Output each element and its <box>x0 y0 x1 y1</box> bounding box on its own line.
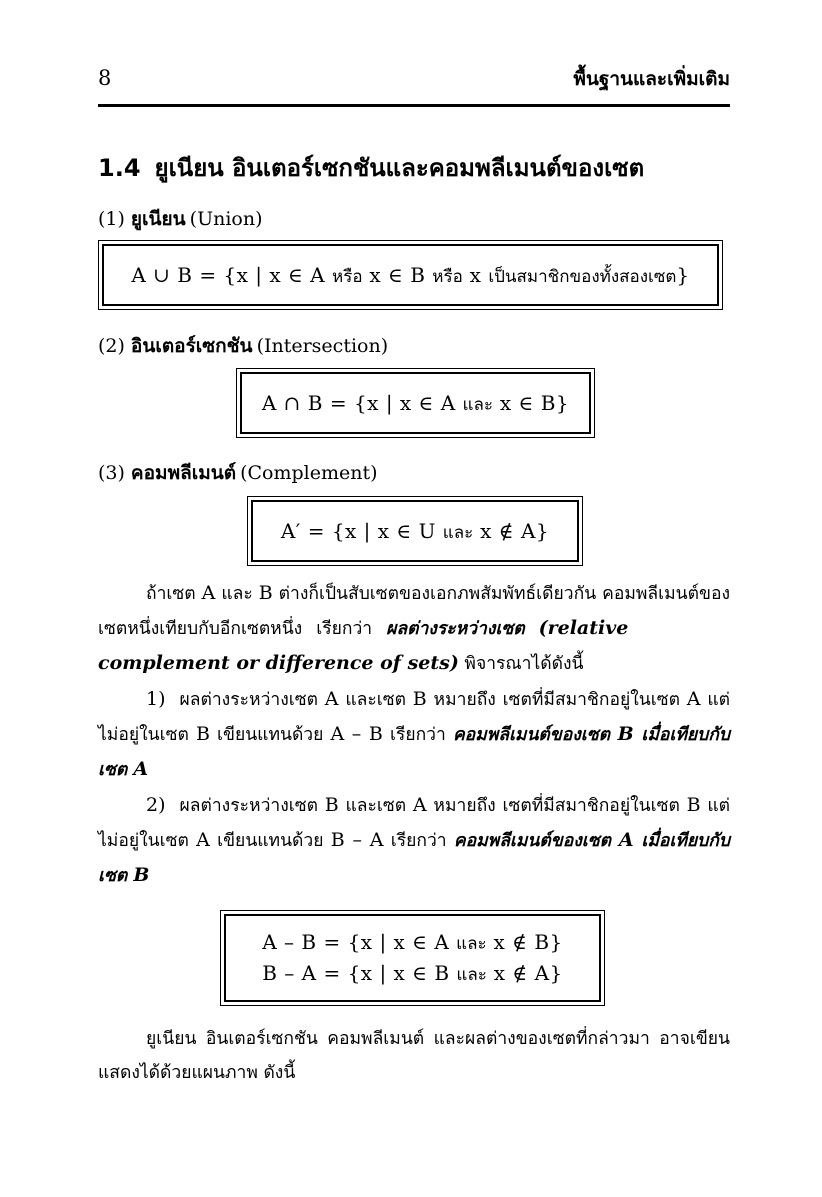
item-2-emph-roman-1: A <box>618 829 634 851</box>
formula-complement-suffix: x ∉ A} <box>473 518 550 543</box>
header-title: พื้นฐานและเพิ่มเติม <box>573 68 730 90</box>
formula-difference-line-2 <box>262 958 562 989</box>
paragraph-intro <box>98 576 730 681</box>
page-number: 8 <box>98 66 112 90</box>
subsection-label-intersection <box>98 331 388 361</box>
item-2-text-2: และเซต <box>338 796 413 816</box>
difference-2-suffix: x ∉ A} <box>486 961 563 985</box>
formula-box-difference-inner <box>224 914 601 1002</box>
item-1-emph-2: เมื่อเทียบกับเซต <box>98 725 730 780</box>
formula-intersection <box>262 388 569 419</box>
formula-union-mid2: x <box>462 262 489 287</box>
formula-union-thai-1: หรือ <box>332 266 363 287</box>
subsection-number-2: (2) <box>98 335 125 357</box>
subsection-label-complement <box>98 458 378 488</box>
item-2-emph-roman-2: B <box>133 864 150 886</box>
formula-box-difference <box>220 910 605 1006</box>
section-heading <box>98 148 644 187</box>
item-1-text-6: เรียกว่า <box>382 725 453 745</box>
item-1-emph-roman-2: A <box>133 758 149 780</box>
item-1-roman-c: A <box>686 688 701 710</box>
paragraph-item-2 <box>98 788 730 893</box>
item-2-number: 2) <box>146 794 166 816</box>
formula-intersection-thai: และ <box>462 394 494 415</box>
header-rule <box>98 104 730 107</box>
formula-intersection-suffix: x ∈ B} <box>493 390 570 415</box>
intro-roman-a: A <box>201 582 216 604</box>
formula-complement <box>281 516 549 547</box>
formula-box-intersection-inner <box>240 372 591 434</box>
item-2-text-3: หมายถึง เซตที่มีสมาชิกอยู่ในเซต <box>426 796 687 816</box>
item-2-emph-1: คอมพลีเมนต์ของเซต <box>453 831 619 851</box>
formula-union-prefix: A ∪ B = {x | x ∈ A <box>131 262 332 287</box>
intro-mid-3: เรียกว่า <box>316 619 373 639</box>
formula-box-complement <box>247 496 583 566</box>
item-1-text-4: แต่ไม่อยู่ในเซต <box>98 690 730 745</box>
difference-1-suffix: x ∉ B} <box>486 930 563 954</box>
formula-union-thai-3: เป็นสมาชิกของทั้งสองเซต <box>488 266 677 287</box>
item-1-number: 1) <box>146 688 166 710</box>
item-1-text-3: หมายถึง เซตที่มีสมาชิกอยู่ในเซต <box>426 690 687 710</box>
item-2-roman-b: A <box>412 794 427 816</box>
formula-union-suffix: } <box>676 262 690 287</box>
item-2-roman-d: A <box>196 829 210 851</box>
difference-2-prefix: B – A = {x | x ∈ B <box>262 961 457 985</box>
formula-box-intersection <box>236 368 595 438</box>
subsection-number-1: (1) <box>98 208 125 230</box>
item-2-emph-2: เมื่อเทียบกับเซต <box>98 831 730 886</box>
intro-emph-thai: ผลต่างระหว่างเซต <box>386 619 525 639</box>
subsection-thai-1: ยูเนียน <box>130 208 186 230</box>
item-1-roman-a: A <box>324 688 339 710</box>
item-1-text-5: เขียนแทนด้วย <box>209 725 331 745</box>
subsection-number-3: (3) <box>98 462 125 484</box>
closing-text: ยูเนียน อินเตอร์เซกชัน คอมพลีเมนต์ และผลต่างของเซตที่กล่าวมา อาจเขียนแสดงได้ด้วยแผนภาพ ดังนี้ <box>98 1029 730 1083</box>
item-2-roman-a: B <box>324 794 339 816</box>
difference-1-thai: และ <box>456 934 487 954</box>
difference-1-prefix: A – B = {x | x ∈ A <box>262 930 457 954</box>
item-2-roman-e: B – A <box>330 829 384 851</box>
formula-box-complement-inner <box>251 500 579 562</box>
section-number: 1.4 <box>98 154 141 182</box>
formula-difference-line-1 <box>262 927 562 958</box>
subsection-label-union <box>98 204 263 234</box>
intro-lead: ถ้าเซต <box>146 584 202 604</box>
item-2-text-1: ผลต่างระหว่างเซต <box>179 796 325 816</box>
formula-intersection-prefix: A ∩ B = {x | x ∈ A <box>261 390 463 415</box>
item-1-emph-1: คอมพลีเมนต์ของเซต <box>452 725 618 745</box>
subsection-english-2: (Intersection) <box>256 335 389 357</box>
intro-roman-b: B <box>258 582 273 604</box>
formula-box-union <box>98 240 723 310</box>
formula-complement-prefix: A′ = {x | x ∈ U <box>280 518 443 543</box>
page-header <box>98 68 730 89</box>
subsection-thai-2: อินเตอร์เซกชัน <box>130 335 253 357</box>
formula-union-mid: x ∈ B <box>362 262 433 287</box>
item-1-roman-e: A – B <box>330 723 383 745</box>
item-2-text-6: เรียกว่า <box>383 831 454 851</box>
item-1-text-2: และเซต <box>338 690 413 710</box>
item-1-roman-b: B <box>412 688 427 710</box>
subsection-english-1: (Union) <box>189 208 263 230</box>
paragraph-closing <box>98 1022 730 1090</box>
section-title: ยูเนียน อินเตอร์เซกชันและคอมพลีเมนต์ของเซต <box>154 154 645 182</box>
intro-mid-2: ต่างก็เป็นสับเซตของเอกภพสัมพัทธ์เดียวกัน คอมพลีเมนต์ของเซตหนึ่งเทียบกับอีกเซตหนึ่ง <box>98 584 731 639</box>
subsection-english-3: (Complement) <box>240 462 378 484</box>
formula-union <box>131 260 689 291</box>
formula-box-union-inner <box>102 244 719 306</box>
difference-2-thai: และ <box>456 965 487 985</box>
formula-union-thai-2: หรือ <box>432 266 463 287</box>
intro-tail: พิจารณาได้ดังนี้ <box>458 654 584 674</box>
formula-complement-thai: และ <box>442 522 474 543</box>
item-1-roman-d: B <box>195 723 210 745</box>
intro-mid-1: และ <box>215 584 259 604</box>
item-2-text-5: เขียนแทนด้วย <box>209 831 331 851</box>
item-2-roman-c: B <box>686 794 701 816</box>
intro-emph-english: (relative complement or difference of sets) <box>98 617 629 674</box>
paragraph-item-1 <box>98 682 730 787</box>
item-1-text-1: ผลต่างระหว่างเซต <box>179 690 325 710</box>
subsection-thai-3: คอมพลีเมนต์ <box>130 462 237 484</box>
item-1-emph-roman-1: B <box>617 723 634 745</box>
item-2-text-4: แต่ไม่อยู่ในเซต <box>98 796 730 851</box>
